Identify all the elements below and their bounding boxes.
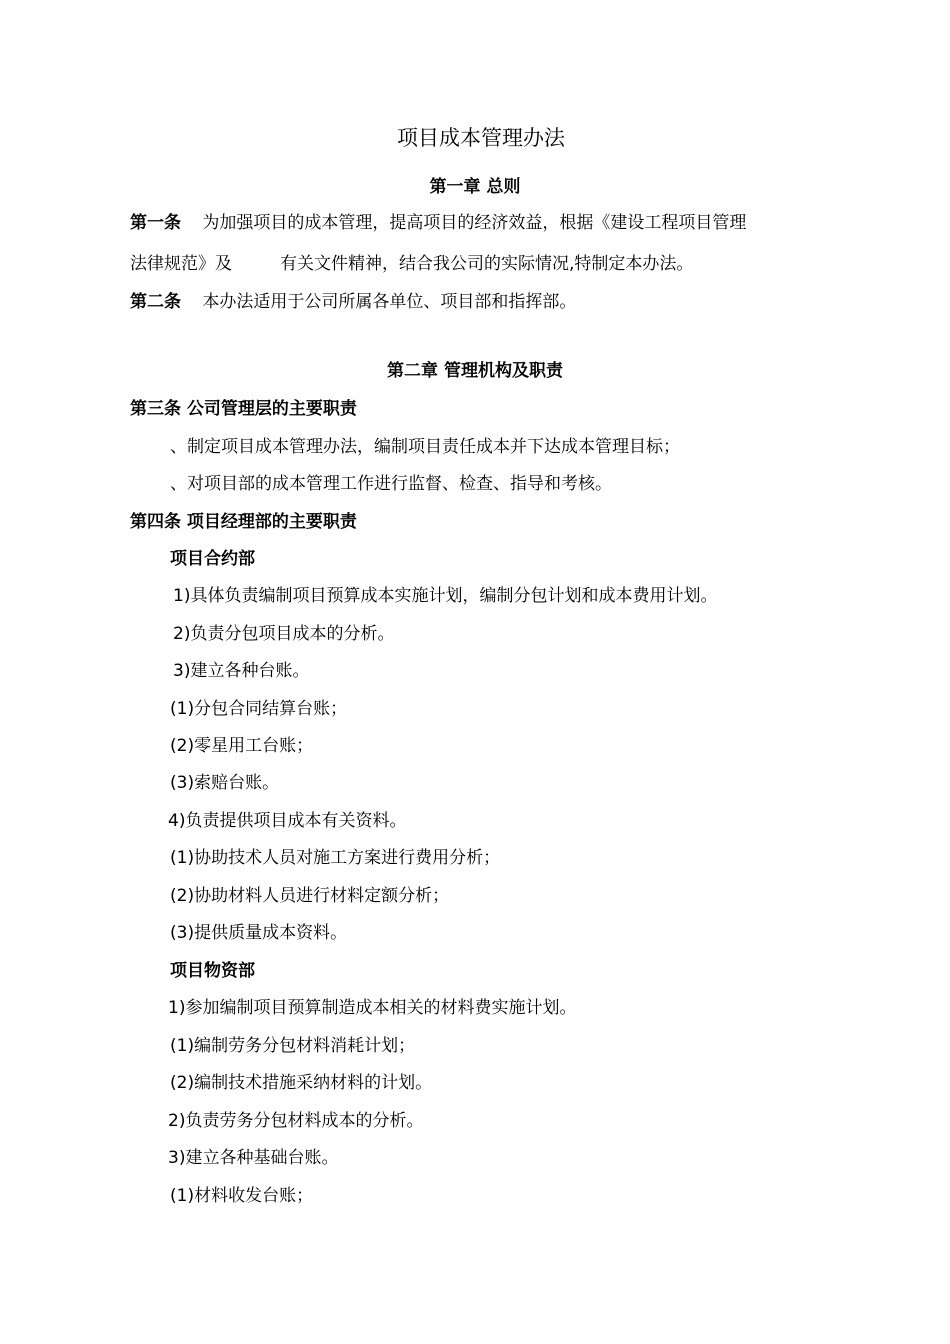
article-3-item-2: 、对项目部的成本管理工作进行监督、检查、指导和考核。 [170, 474, 612, 494]
article-1-label: 第一条 [130, 213, 181, 233]
article-1-line-1 [130, 212, 746, 234]
material-item-5: 3)建立各种基础台账。 [168, 1148, 339, 1168]
contract-item-10: (3)提供质量成本资料。 [170, 923, 348, 943]
contract-item-5: (2)零星用工台账； [170, 736, 314, 756]
contract-dept-heading: 项目合约部 [170, 549, 255, 569]
article-4-heading: 第四条 项目经理部的主要职责 [130, 512, 357, 532]
contract-item-6: (3)索赔台账。 [170, 773, 280, 793]
article-1-text-a: 为加强项目的成本管理，提高项目的经济效益，根据《建设工程项目管理 [202, 213, 747, 233]
material-item-2: (1)编制劳务分包材料消耗计划； [170, 1036, 416, 1056]
document-title: 项目成本管理办法 [397, 126, 565, 150]
contract-item-8: (1)协助技术人员对施工方案进行费用分析； [170, 848, 501, 868]
article-2-text: 本办法适用于公司所属各单位、项目部和指挥部。 [202, 292, 577, 312]
material-item-4: 2)负责劳务分包材料成本的分析。 [168, 1111, 424, 1131]
material-item-6: (1)材料收发台账； [170, 1186, 314, 1206]
material-item-3: (2)编制技术措施采纳材料的计划。 [170, 1073, 433, 1093]
material-item-1: 1)参加编制项目预算制造成本相关的材料费实施计划。 [168, 998, 577, 1018]
contract-item-9: (2)协助材料人员进行材料定额分析； [170, 886, 450, 906]
contract-item-4: (1)分包合同结算台账； [170, 699, 348, 719]
article-3-heading: 第三条 公司管理层的主要职责 [130, 399, 357, 419]
contract-item-1: 1)具体负责编制项目预算成本实施计划，编制分包计划和成本费用计划。 [173, 586, 718, 606]
material-dept-heading: 项目物资部 [170, 961, 255, 981]
chapter-1-heading: 第一章 总则 [429, 177, 521, 197]
article-2 [130, 291, 576, 313]
article-2-label: 第二条 [130, 292, 181, 312]
article-1-text-b-2: 有关文件精神，结合我公司的实际情况,特制定本办法。 [280, 254, 694, 274]
contract-item-2: 2)负责分包项目成本的分析。 [173, 624, 395, 644]
article-1-line-2 [130, 253, 693, 275]
article-3-item-1: 、制定项目成本管理办法，编制项目责任成本并下达成本管理目标； [170, 437, 680, 457]
chapter-2-heading: 第二章 管理机构及职责 [387, 361, 563, 381]
contract-item-7: 4)负责提供项目成本有关资料。 [168, 811, 407, 831]
contract-item-3: 3)建立各种台账。 [173, 661, 310, 681]
article-1-text-b-1: 法律规范》及 [130, 254, 232, 274]
